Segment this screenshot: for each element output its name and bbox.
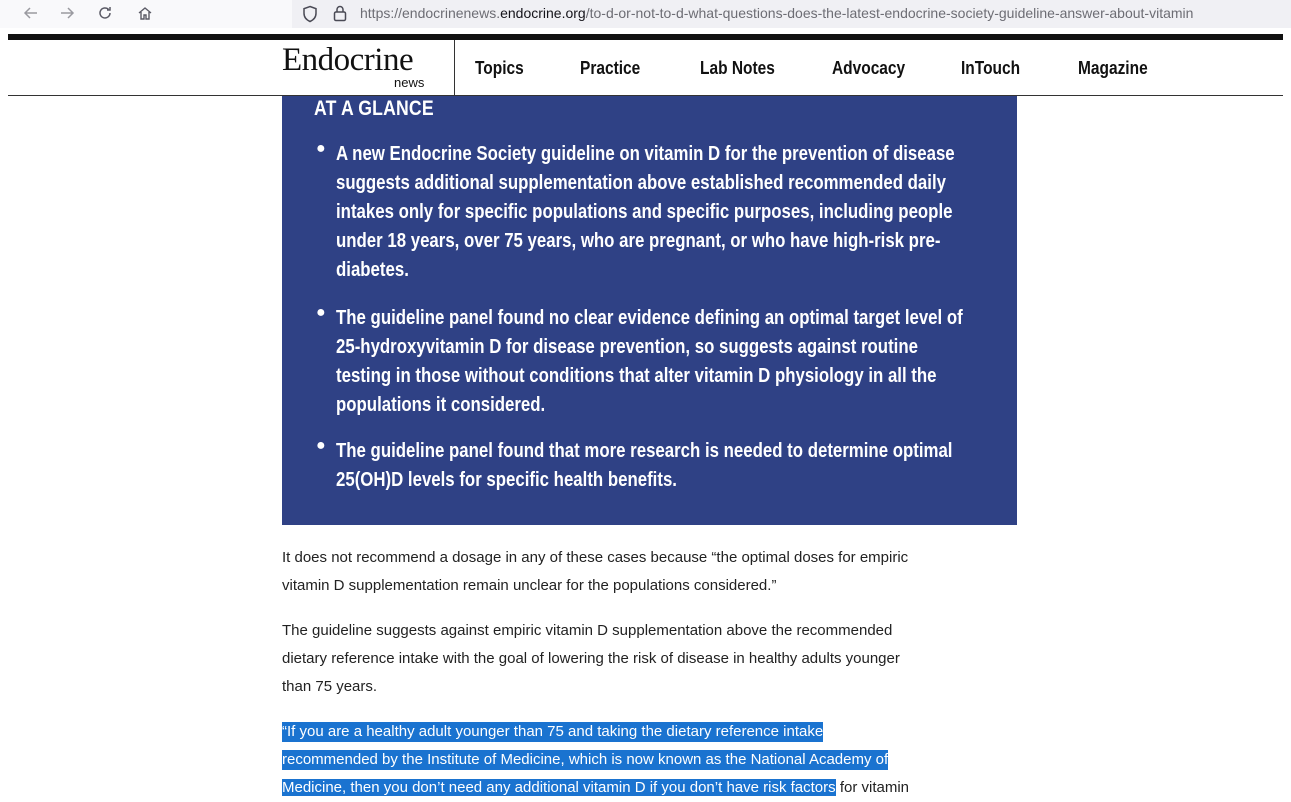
glance-line: 25(OH)D levels for specific health benefits. (336, 468, 677, 491)
site-header (8, 40, 1283, 96)
glance-title: AT A GLANCE (314, 97, 434, 120)
logo-sub: news (394, 75, 425, 90)
page-content (8, 28, 1283, 802)
nav-intouch[interactable]: InTouch (961, 58, 1021, 78)
back-arrow-icon[interactable] (20, 2, 42, 24)
nav-topics[interactable]: Topics (475, 58, 524, 78)
highlighted-text: Medicine, then you don’t need any additional vitamin D if you don’t have risk factors (282, 779, 836, 796)
reload-icon[interactable] (94, 2, 116, 24)
url-bar[interactable] (292, 0, 1291, 28)
paragraph-line: vitamin D supplementation remain unclear for the populations considered.” (282, 577, 777, 594)
shield-icon[interactable] (302, 5, 318, 28)
highlighted-line: “If you are a healthy adult younger than 75 and taking the dietary reference intake (282, 723, 824, 740)
paragraph-line-mixed (282, 778, 909, 798)
site-logo[interactable] (280, 42, 450, 92)
paragraph-line: dietary reference intake with the goal of lowering the risk of disease in healthy adults younger (282, 650, 900, 667)
glance-line: The guideline panel found that more research is needed to determine optimal (336, 439, 953, 462)
paragraph-line: The guideline suggests against empiric vitamin D supplementation above the recommended (282, 622, 893, 639)
nav-practice[interactable]: Practice (580, 58, 641, 78)
bullet-dot-icon: ● (316, 437, 326, 454)
forward-arrow-icon[interactable] (56, 2, 78, 24)
glance-line: under 18 years, over 75 years, who are pregnant, or who have high-risk pre- (336, 229, 941, 252)
bullet-dot-icon: ● (316, 304, 326, 321)
nav-magazine[interactable]: Magazine (1078, 58, 1148, 78)
bullet-dot-icon: ● (316, 140, 326, 157)
glance-line: intakes only for specific populations and specific purposes, including people (336, 200, 953, 223)
glance-line: 25-hydroxyvitamin D for disease prevention, so suggests against routine (336, 335, 918, 358)
paragraph-line: than 75 years. (282, 678, 378, 695)
glance-line: A new Endocrine Society guideline on vitamin D for the prevention of disease (336, 142, 955, 165)
header-divider (454, 40, 455, 96)
glance-line: diabetes. (336, 258, 409, 281)
logo-main: Endocrine (282, 42, 414, 78)
glance-line: populations it considered. (336, 393, 546, 416)
glance-line: testing in those without conditions that alter vitamin D physiology in all the (336, 364, 937, 387)
glance-line: suggests additional supplementation above established recommended daily (336, 171, 946, 194)
unhighlighted-text: for vitamin (835, 779, 910, 796)
lock-icon[interactable] (332, 4, 348, 27)
glance-line: The guideline panel found no clear evidence defining an optimal target level of (336, 306, 963, 329)
home-icon[interactable] (134, 2, 156, 24)
highlighted-line: recommended by the Institute of Medicine, which is now known as the National Academy of (282, 751, 889, 768)
paragraph-line: It does not recommend a dosage in any of these cases because “the optimal doses for empiric (282, 549, 909, 566)
browser-toolbar (0, 0, 1291, 28)
url-text[interactable]: https://endocrinenews.endocrine.org/to-d-or-not-to-d-what-questions-does-the-latest-endocrine-society-guideline-answer-about-vitamin (360, 5, 1194, 21)
nav-lab-notes[interactable]: Lab Notes (700, 58, 775, 78)
nav-advocacy[interactable]: Advocacy (832, 58, 906, 78)
at-a-glance-box (282, 96, 1017, 525)
